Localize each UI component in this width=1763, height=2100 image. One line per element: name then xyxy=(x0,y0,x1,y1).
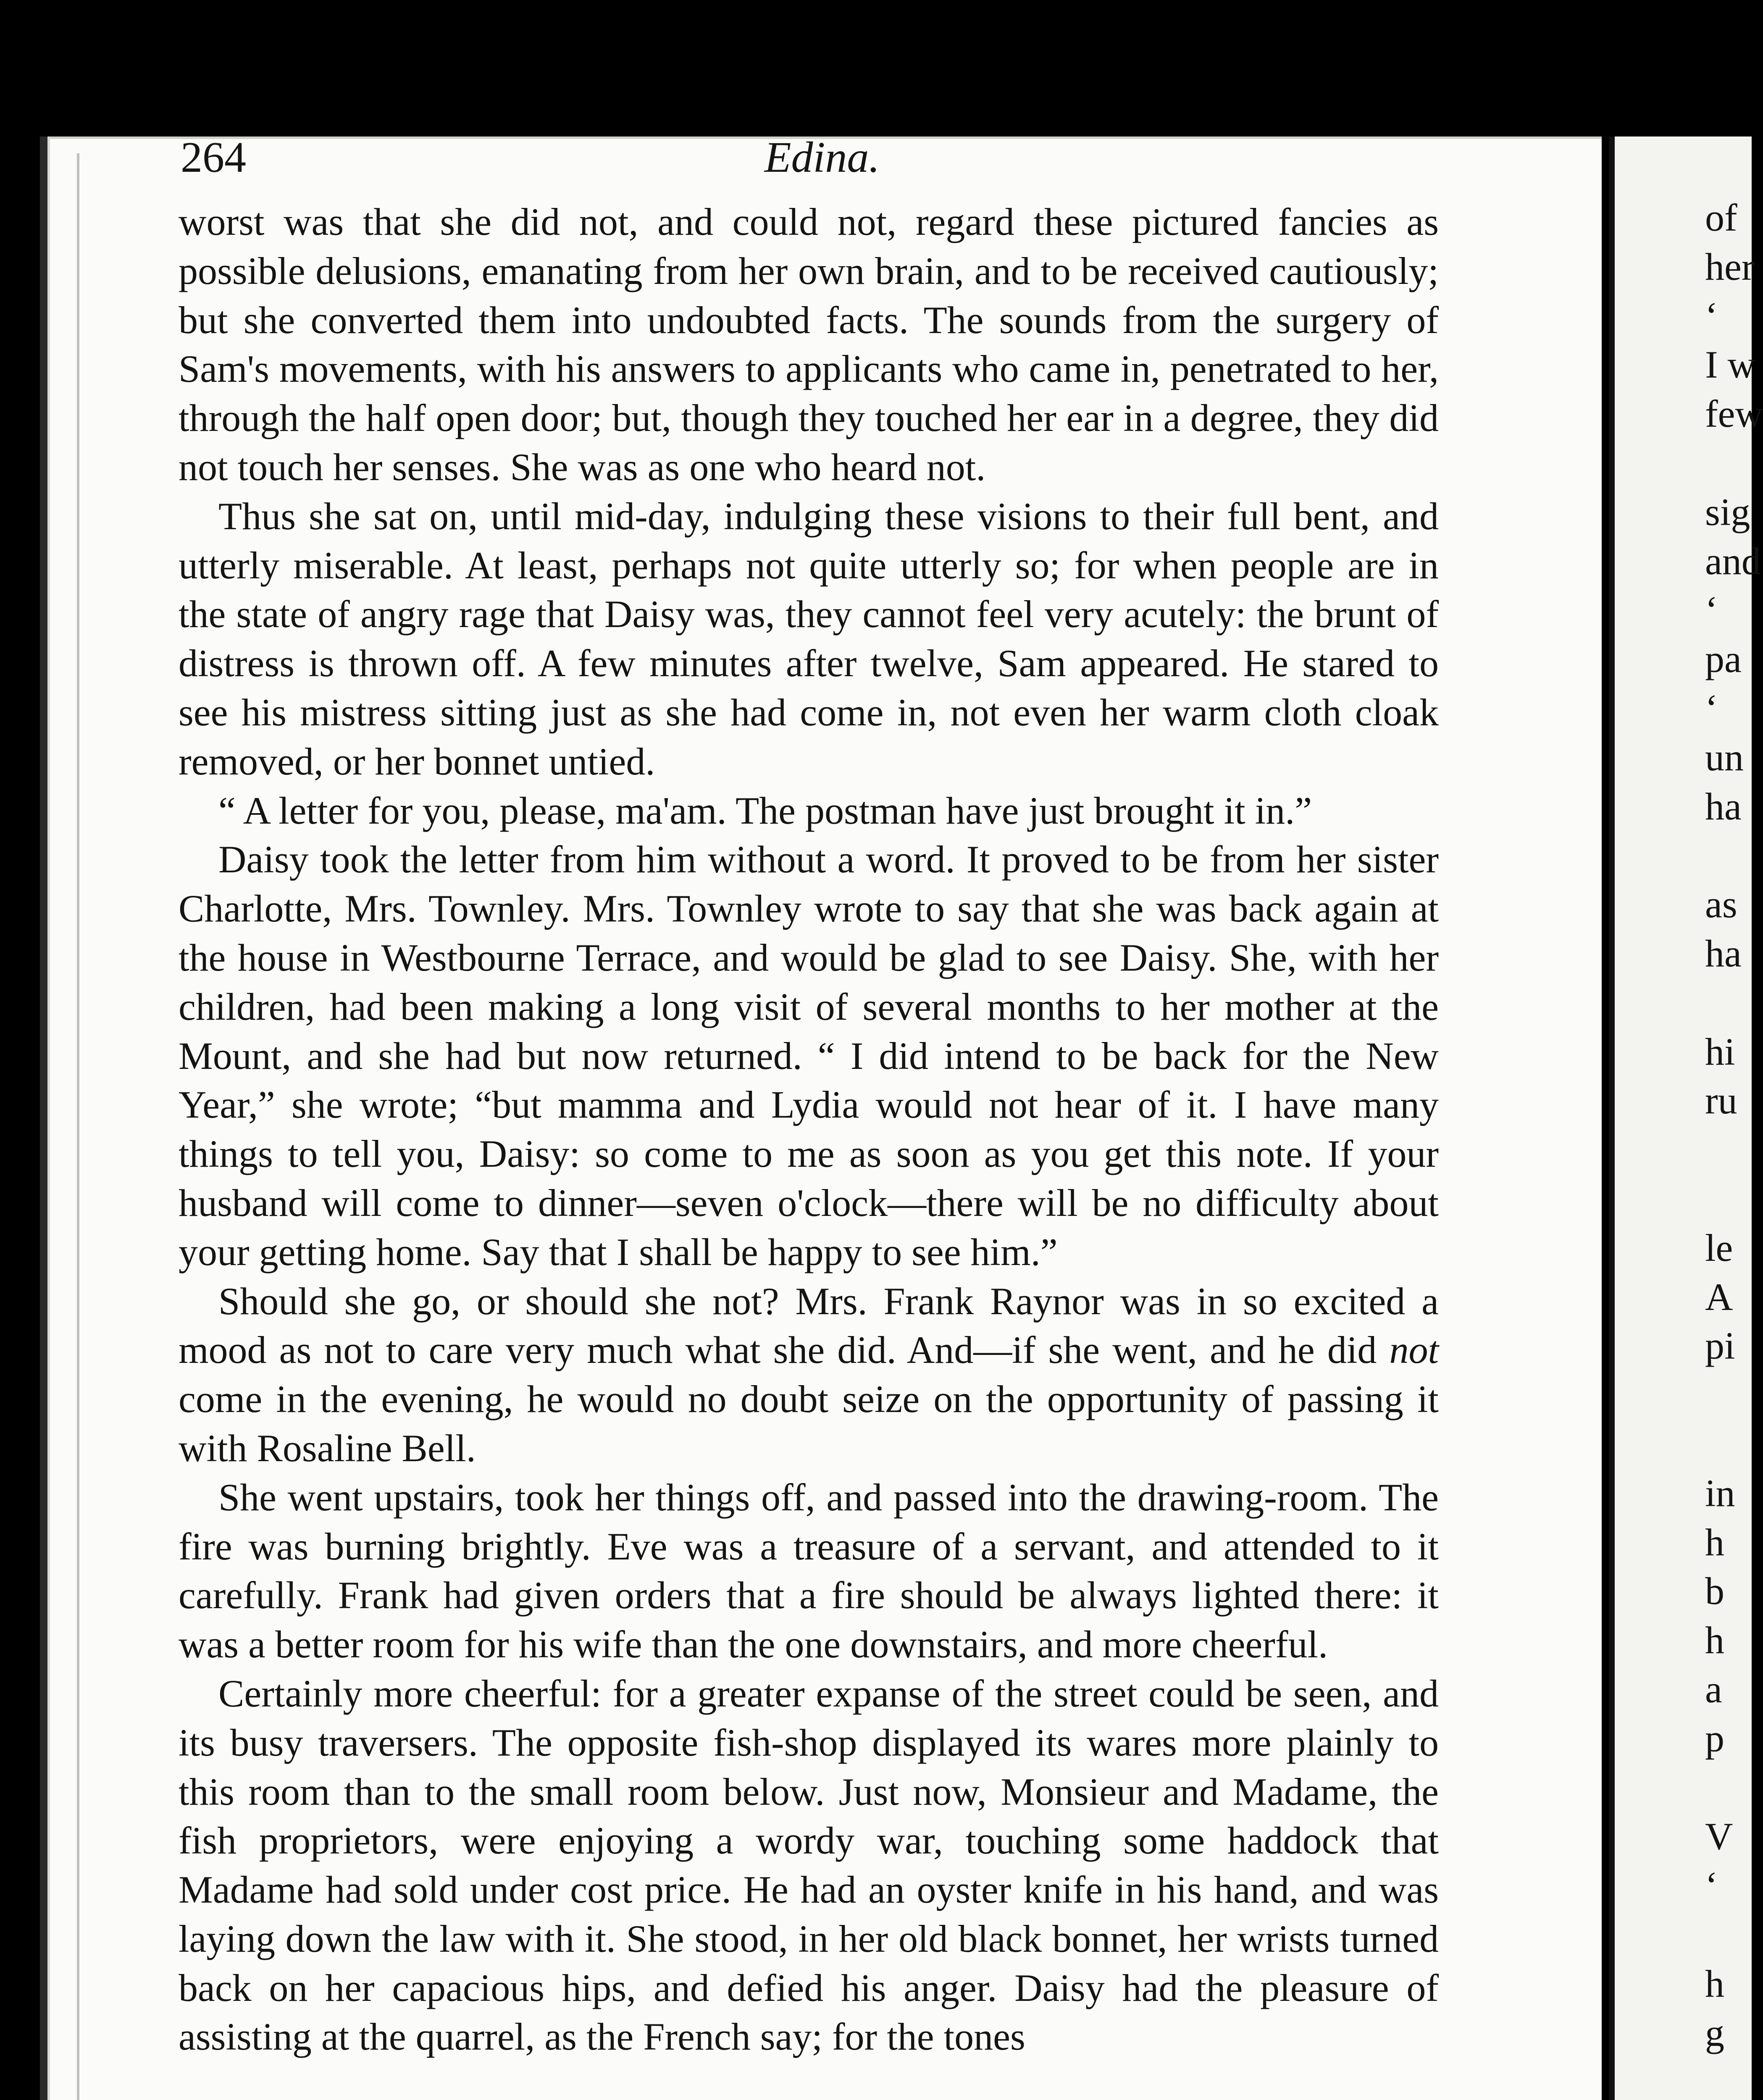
facing-page-fragment: few xyxy=(1705,392,1763,436)
paragraph: She went upstairs, took her things off, and passed into the drawing-room. The fire was burning brightly. Eve was a treasure of a servant, and attended to it carefully. Frank had given orders that a fire should be always lighted there: it was a better room for his wife than the one downstairs, and more cheerful. xyxy=(179,1475,1439,1666)
facing-page-fragment: g xyxy=(1705,2011,1724,2054)
body-text xyxy=(179,197,1439,2061)
facing-page-fragment: b xyxy=(1705,1570,1724,1613)
facing-page-fragment: ‘ xyxy=(1705,687,1718,730)
facing-page xyxy=(1609,136,1763,2100)
facing-page-fragment: her xyxy=(1705,245,1755,288)
facing-page-fragment: as xyxy=(1705,883,1737,926)
paragraph: Certainly more cheerful: for a greater expanse of the street could be seen, and its busy traversers. The opposite fish-shop displayed its wares more plainly to this room than to the small room below. Just now, Monsieur and Madame, the fish proprietors, were enjoying a wordy war, touching some haddock that Madame had sold under cost price. He had an oyster knife in his hand, and was laying down the law with it. She stood, in her old black bonnet, her wrists turned back on her capacious hips, and defied his anger. Daisy had the pleasure of assisting at the quarrel, as the French say; for the tones xyxy=(179,1672,1439,2058)
page-gutter-line xyxy=(77,153,79,2100)
facing-page-fragment: ru xyxy=(1705,1079,1737,1122)
facing-page-fragment: ‘ xyxy=(1705,294,1718,337)
facing-page-fragment: sig xyxy=(1705,490,1750,533)
facing-page-fragment: h xyxy=(1705,1520,1724,1564)
paragraph xyxy=(179,1277,1439,1473)
facing-page-fragment: ‘ xyxy=(1705,1864,1718,1907)
page-header xyxy=(181,132,1441,200)
facing-page-fragment: V xyxy=(1705,1815,1733,1858)
paragraph-text: Should she go, or should she not? Mrs. Frank Raynor was in so excited a mood as not to care very much what she did. And—if she went, and he did xyxy=(179,1279,1439,1372)
paragraph: Thus she sat on, until mid-day, indulging these visions to their full bent, and utterly miserable. At least, perhaps not quite utterly so; for when people are in the state of angry rage that Daisy was, they cannot feel very acutely: the brunt of distress is thrown off. A few minutes after twelve, Sam appeared. He stared to see his mistress sitting just as she had come in, not even her warm cloth cloak removed, or her bonnet untied. xyxy=(179,494,1439,783)
facing-page-fragment: pi xyxy=(1705,1324,1735,1368)
running-title: Edina. xyxy=(765,133,880,181)
facing-page-fragment: of xyxy=(1705,196,1737,239)
facing-page-fragment: le xyxy=(1705,1226,1733,1269)
facing-page-fragment: h xyxy=(1705,1962,1724,2005)
facing-page-fragment: un xyxy=(1705,735,1744,779)
facing-page-fragment: pa xyxy=(1705,638,1742,681)
facing-page-fragment: and xyxy=(1705,539,1761,583)
emphasis-text: not xyxy=(1389,1328,1439,1372)
paragraph: worst was that she did not, and could not, regard these pictured fancies as possible delusions, emanating from her own brain, and to be received cautiously; but she converted them into undoubted facts. The sounds from the surgery of Sam's movements, with his answers to applicants who came in, penetrated to her, through the half open door; but, though they touched her ear in a degree, they did not touch her senses. She was as one who heard not. xyxy=(179,200,1439,488)
facing-page-fragment: A xyxy=(1705,1275,1733,1318)
facing-page-fragment: p xyxy=(1705,1717,1724,1760)
facing-page-fragment: ha xyxy=(1705,932,1742,975)
paragraph: “ A letter for you, please, ma'am. The postman have just brought it in.” xyxy=(218,789,1312,832)
paragraph-text: come in the evening, he would no doubt seize on the opportunity of passing it with Rosaline Bell. xyxy=(179,1378,1439,1470)
facing-page-fragment: in xyxy=(1705,1471,1735,1515)
facing-page-fragment: h xyxy=(1705,1619,1724,1662)
paragraph: Daisy took the letter from him without a word. It proved to be from her sister Charlotte, Mrs. Townley. Mrs. Townley wrote to say that she was back again at the house in Westbourne Terrace, and would be glad to see Daisy. She, with her children, had been making a long visit of several months to her mother at the Mount, and she had but now returned. “ I did intend to be back for the New Year,” she wrote; “but mamma and Lydia would not hear of it. I have many things to tell you, Daisy: so come to me as soon as you get this note. If your husband will come to dinner—seven o'clock—there will be no difficulty about your getting home. Say that I shall be happy to see him.” xyxy=(179,838,1439,1273)
page-number: 264 xyxy=(181,133,246,181)
facing-page-fragment: a xyxy=(1705,1668,1722,1711)
facing-page-fragment: I w xyxy=(1705,343,1756,386)
facing-page-fragment: ha xyxy=(1705,785,1742,828)
facing-page-fragment: ‘ xyxy=(1705,588,1718,632)
facing-page-fragment: hi xyxy=(1705,1030,1735,1073)
